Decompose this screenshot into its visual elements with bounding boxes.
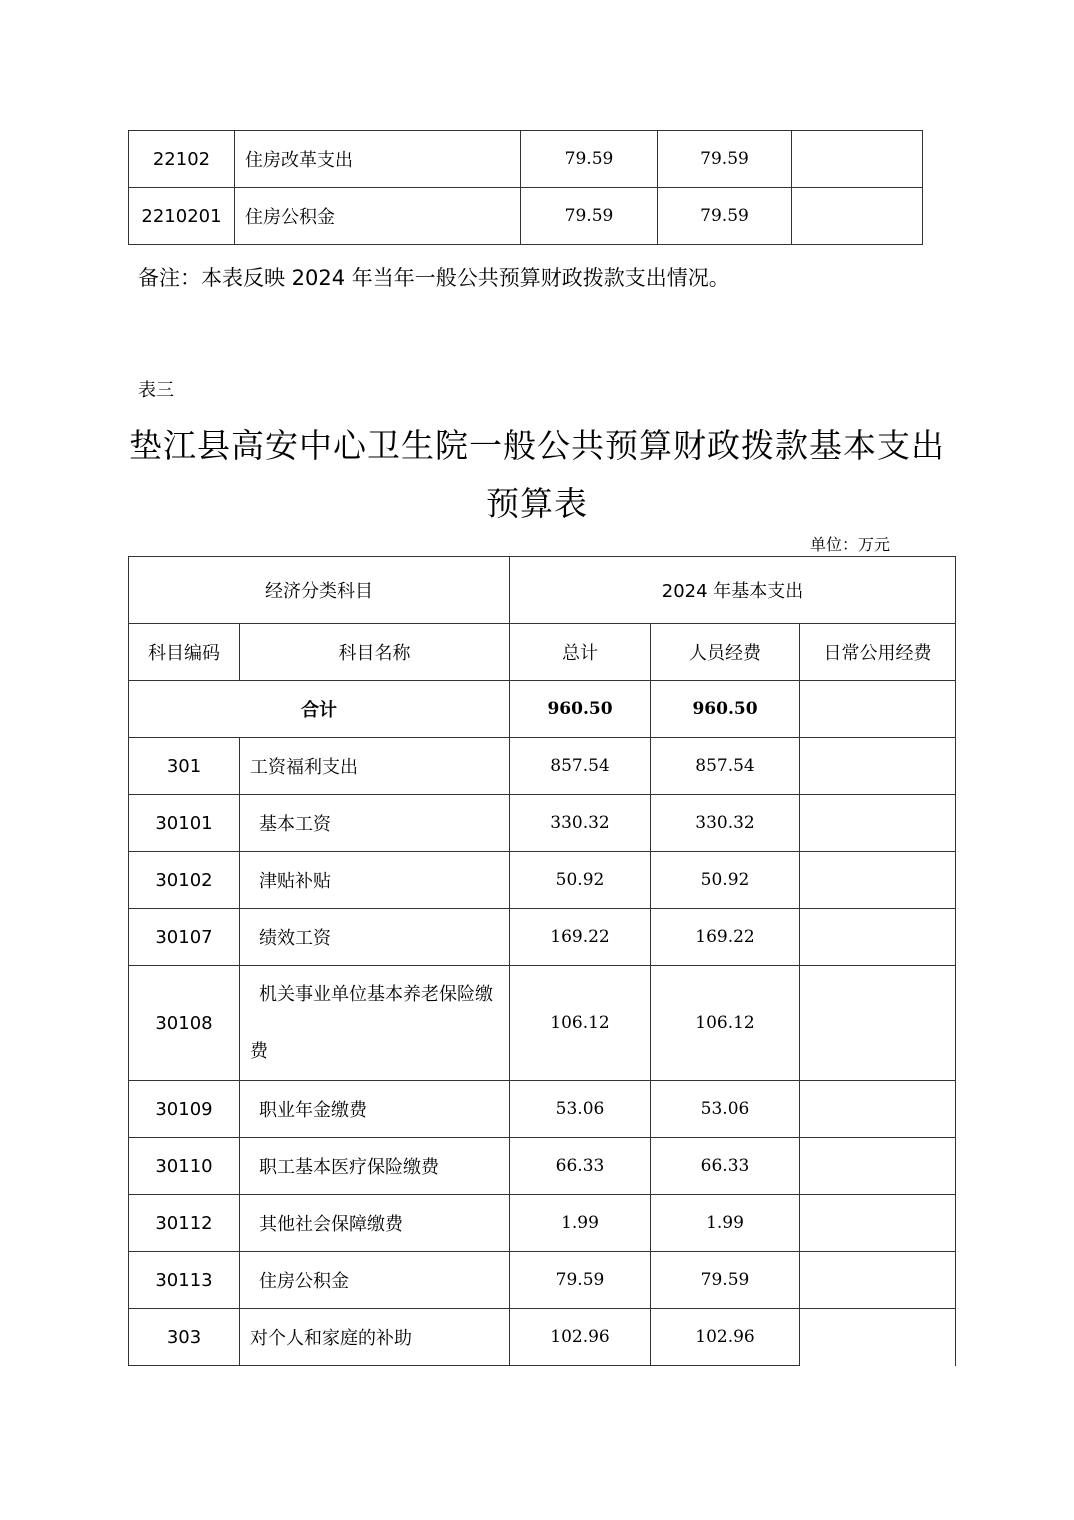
table-row <box>129 1138 956 1195</box>
public-value <box>800 909 956 966</box>
personnel-value: 169.22 <box>651 909 800 966</box>
subject-code: 30110 <box>129 1138 240 1195</box>
unit-label: 单位：万元 <box>810 535 891 554</box>
header-public: 日常公用经费 <box>800 624 956 681</box>
table-row <box>129 188 923 245</box>
total-row <box>129 681 956 738</box>
subject-code: 30112 <box>129 1195 240 1252</box>
total-personnel: 960.50 <box>651 681 800 738</box>
personnel-value: 79.59 <box>658 131 792 188</box>
subject-code: 301 <box>129 738 240 795</box>
personnel-value: 330.32 <box>651 795 800 852</box>
subject-code: 30109 <box>129 1081 240 1138</box>
subject-code: 30113 <box>129 1252 240 1309</box>
public-value <box>800 966 956 1081</box>
public-value <box>800 1138 956 1195</box>
total-value: 960.50 <box>510 681 651 738</box>
subject-name: 其他社会保障缴费 <box>240 1195 510 1252</box>
public-value <box>800 1309 956 1366</box>
total-value: 66.33 <box>510 1138 651 1195</box>
subject-code: 30108 <box>129 966 240 1081</box>
subject-code: 30107 <box>129 909 240 966</box>
public-value <box>800 795 956 852</box>
header-row-group <box>129 557 956 624</box>
subject-code: 22102 <box>129 131 235 188</box>
total-value: 857.54 <box>510 738 651 795</box>
page-title-line2: 预算表 <box>486 484 588 523</box>
total-value: 102.96 <box>510 1309 651 1366</box>
subject-name <box>240 966 510 1081</box>
subject-code: 2210201 <box>129 188 235 245</box>
total-value: 1.99 <box>510 1195 651 1252</box>
subject-name: 工资福利支出 <box>240 738 510 795</box>
total-value: 53.06 <box>510 1081 651 1138</box>
header-code: 科目编码 <box>129 624 240 681</box>
personnel-value: 66.33 <box>651 1138 800 1195</box>
subject-name: 住房公积金 <box>235 188 521 245</box>
total-value: 79.59 <box>521 131 658 188</box>
personnel-value: 102.96 <box>651 1309 800 1366</box>
header-name: 科目名称 <box>240 624 510 681</box>
subject-name: 绩效工资 <box>240 909 510 966</box>
public-value <box>792 188 923 245</box>
total-value: 50.92 <box>510 852 651 909</box>
page-title-line1: 垫江县高安中心卫生院一般公共预算财政拨款基本支出 <box>129 426 945 465</box>
personnel-value: 79.59 <box>658 188 792 245</box>
header-basic-expenditure: 2024 年基本支出 <box>510 557 956 624</box>
subject-name-text: 机关事业单位基本养老保险缴费 <box>250 984 493 1062</box>
subject-name: 职工基本医疗保险缴费 <box>240 1138 510 1195</box>
table-row <box>129 795 956 852</box>
public-value <box>792 131 923 188</box>
table-row <box>129 131 923 188</box>
total-value: 330.32 <box>510 795 651 852</box>
budget-table <box>128 556 956 1366</box>
public-value <box>800 1081 956 1138</box>
header-personnel: 人员经费 <box>651 624 800 681</box>
total-value: 106.12 <box>510 966 651 1081</box>
subject-code: 30101 <box>129 795 240 852</box>
table-row <box>129 966 956 1081</box>
table-note: 备注：本表反映 2024 年当年一般公共预算财政拨款支出情况。 <box>138 266 730 290</box>
personnel-value: 1.99 <box>651 1195 800 1252</box>
personnel-value: 79.59 <box>651 1252 800 1309</box>
subject-name: 津贴补贴 <box>240 852 510 909</box>
subject-name: 对个人和家庭的补助 <box>240 1309 510 1366</box>
subject-name: 住房公积金 <box>240 1252 510 1309</box>
table-row <box>129 1252 956 1309</box>
personnel-value: 53.06 <box>651 1081 800 1138</box>
total-label: 合计 <box>129 681 510 738</box>
subject-code: 303 <box>129 1309 240 1366</box>
table-row <box>129 1309 956 1366</box>
public-value <box>800 1195 956 1252</box>
public-value <box>800 852 956 909</box>
top-table <box>128 130 923 245</box>
subject-name: 职业年金缴费 <box>240 1081 510 1138</box>
header-economic-category: 经济分类科目 <box>129 557 510 624</box>
table-row <box>129 1081 956 1138</box>
subject-name: 住房改革支出 <box>235 131 521 188</box>
table-label: 表三 <box>138 380 174 401</box>
total-value: 169.22 <box>510 909 651 966</box>
table-row <box>129 909 956 966</box>
public-value <box>800 1252 956 1309</box>
total-value: 79.59 <box>521 188 658 245</box>
total-value: 79.59 <box>510 1252 651 1309</box>
table-row <box>129 1195 956 1252</box>
personnel-value: 106.12 <box>651 966 800 1081</box>
table-row <box>129 852 956 909</box>
personnel-value: 50.92 <box>651 852 800 909</box>
public-value <box>800 738 956 795</box>
personnel-value: 857.54 <box>651 738 800 795</box>
subject-code: 30102 <box>129 852 240 909</box>
header-row-columns <box>129 624 956 681</box>
table-row <box>129 738 956 795</box>
header-total: 总计 <box>510 624 651 681</box>
subject-name: 基本工资 <box>240 795 510 852</box>
total-public <box>800 681 956 738</box>
